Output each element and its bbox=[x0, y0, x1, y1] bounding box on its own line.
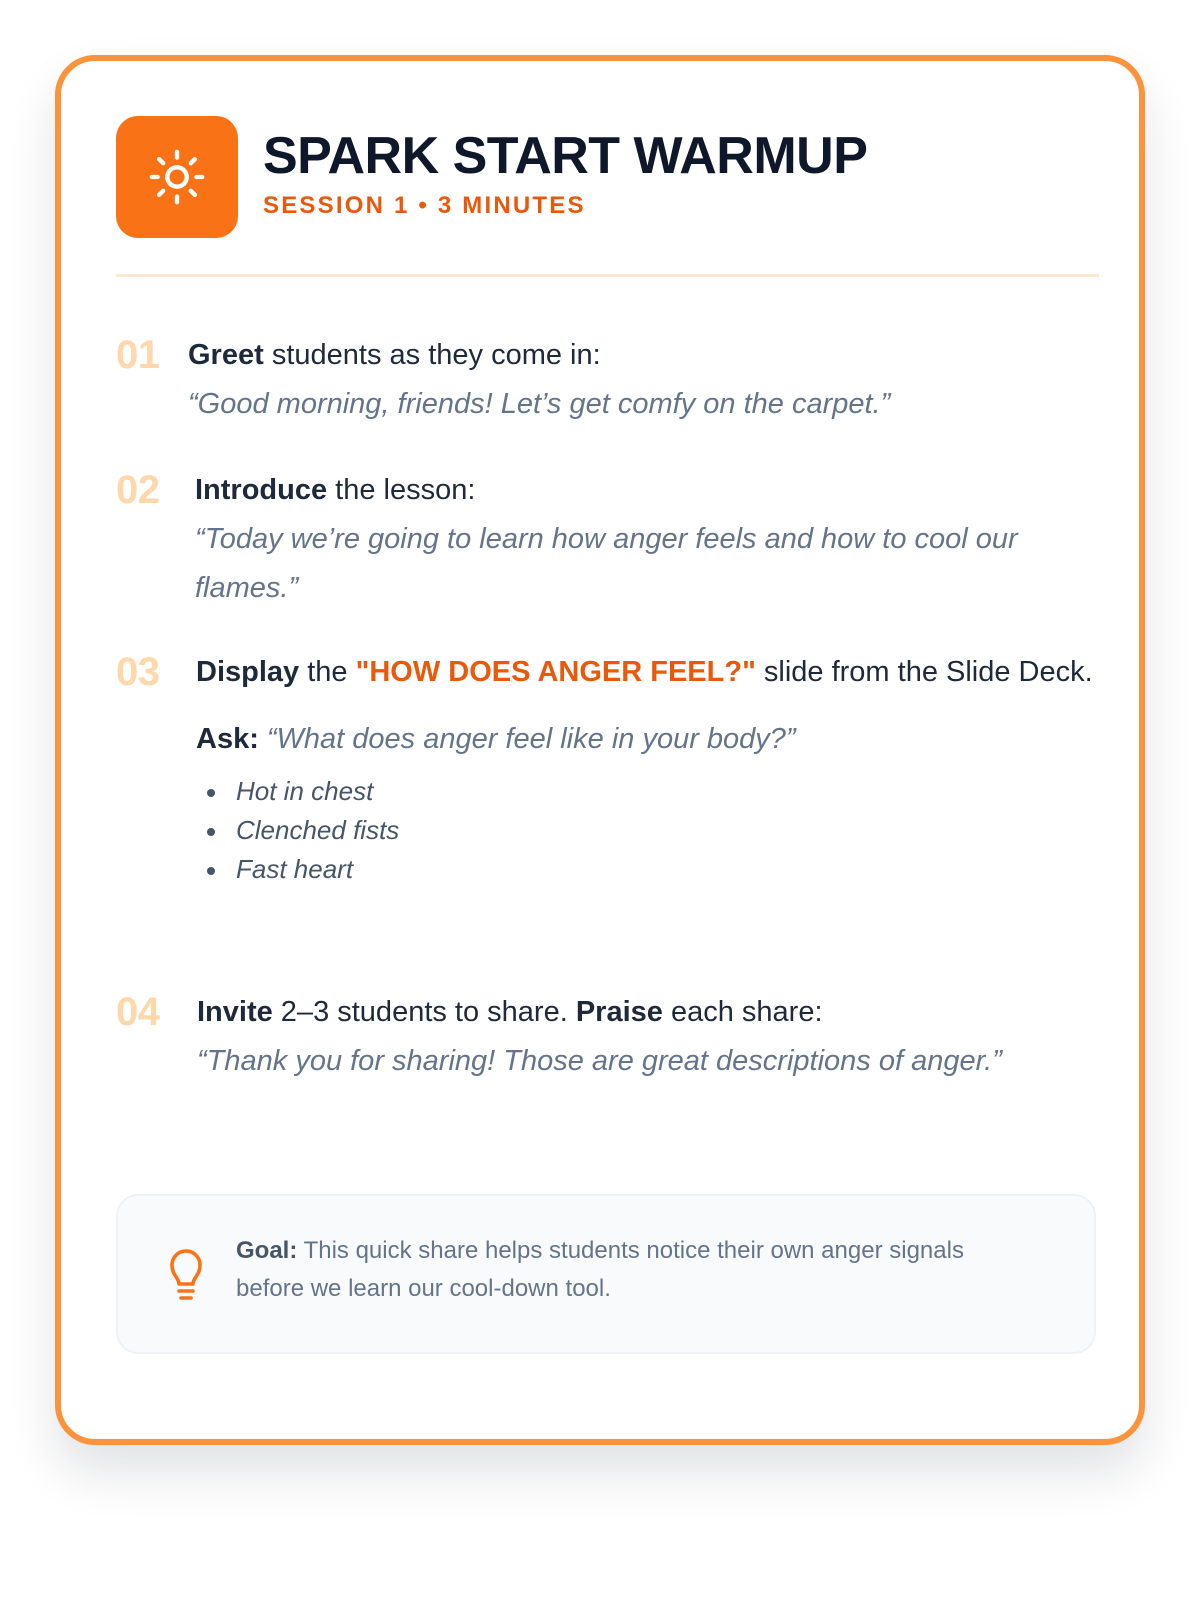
ask-label: Ask: bbox=[196, 723, 259, 755]
ask-line bbox=[196, 715, 1096, 764]
step-action-2: Praise bbox=[575, 996, 663, 1028]
step-number: 03 bbox=[116, 650, 160, 694]
step-quote: “Good morning, friends! Let’s get comfy on the carpet.” bbox=[188, 388, 891, 420]
step-body bbox=[196, 648, 1096, 889]
step-body bbox=[197, 988, 1096, 1086]
step-number: 02 bbox=[116, 468, 160, 512]
warmup-card bbox=[55, 55, 1145, 1445]
step-instruction bbox=[188, 331, 1096, 380]
answer-list bbox=[196, 772, 1096, 889]
slide-title-highlight: "HOW DOES ANGER FEEL?" bbox=[355, 656, 756, 688]
step-1 bbox=[116, 331, 1096, 431]
page-title: SPARK START WARMUP bbox=[263, 127, 868, 185]
step-text: the bbox=[299, 656, 356, 688]
step-body bbox=[195, 466, 1096, 613]
step-action: Invite bbox=[197, 996, 273, 1028]
step-instruction bbox=[196, 648, 1096, 697]
step-text: students as they come in: bbox=[263, 339, 601, 371]
step-quote: “Thank you for sharing! Those are great descriptions of anger.” bbox=[197, 1045, 1002, 1077]
header-divider bbox=[116, 274, 1099, 277]
goal-text bbox=[236, 1232, 1036, 1308]
header-badge bbox=[116, 116, 238, 238]
list-item: Clenched fists bbox=[196, 811, 1096, 850]
step-action: Greet bbox=[188, 339, 264, 371]
step-action: Introduce bbox=[195, 474, 328, 506]
step-text: 2–3 students to share. bbox=[272, 996, 576, 1028]
list-item: Hot in chest bbox=[196, 772, 1096, 811]
step-action: Display bbox=[196, 656, 300, 688]
step-text: the lesson: bbox=[327, 474, 476, 506]
session-subtitle: SESSION 1 • 3 MINUTES bbox=[263, 192, 586, 219]
step-3 bbox=[116, 648, 1096, 948]
card-header bbox=[116, 116, 1096, 238]
lightbulb-icon bbox=[166, 1248, 206, 1304]
step-text-after: slide from the Slide Deck. bbox=[755, 656, 1093, 688]
goal-description: This quick share helps students notice their own anger signals before we learn our cool-down tool. bbox=[236, 1237, 964, 1302]
list-item: Fast heart bbox=[196, 850, 1096, 889]
step-number: 04 bbox=[116, 990, 160, 1034]
step-2 bbox=[116, 466, 1096, 616]
step-number: 01 bbox=[116, 333, 160, 377]
step-instruction bbox=[195, 466, 1096, 515]
step-quote: “Today we’re going to learn how anger feels and how to cool our flames.” bbox=[195, 523, 1018, 604]
step-4 bbox=[116, 988, 1096, 1148]
step-body bbox=[188, 331, 1096, 429]
goal-label: Goal: bbox=[236, 1237, 298, 1264]
step-instruction bbox=[197, 988, 1096, 1037]
sun-icon bbox=[146, 146, 208, 208]
step-text-2: each share: bbox=[662, 996, 823, 1028]
ask-quote: “What does anger feel like in your body?” bbox=[266, 723, 796, 755]
goal-callout bbox=[116, 1194, 1096, 1354]
